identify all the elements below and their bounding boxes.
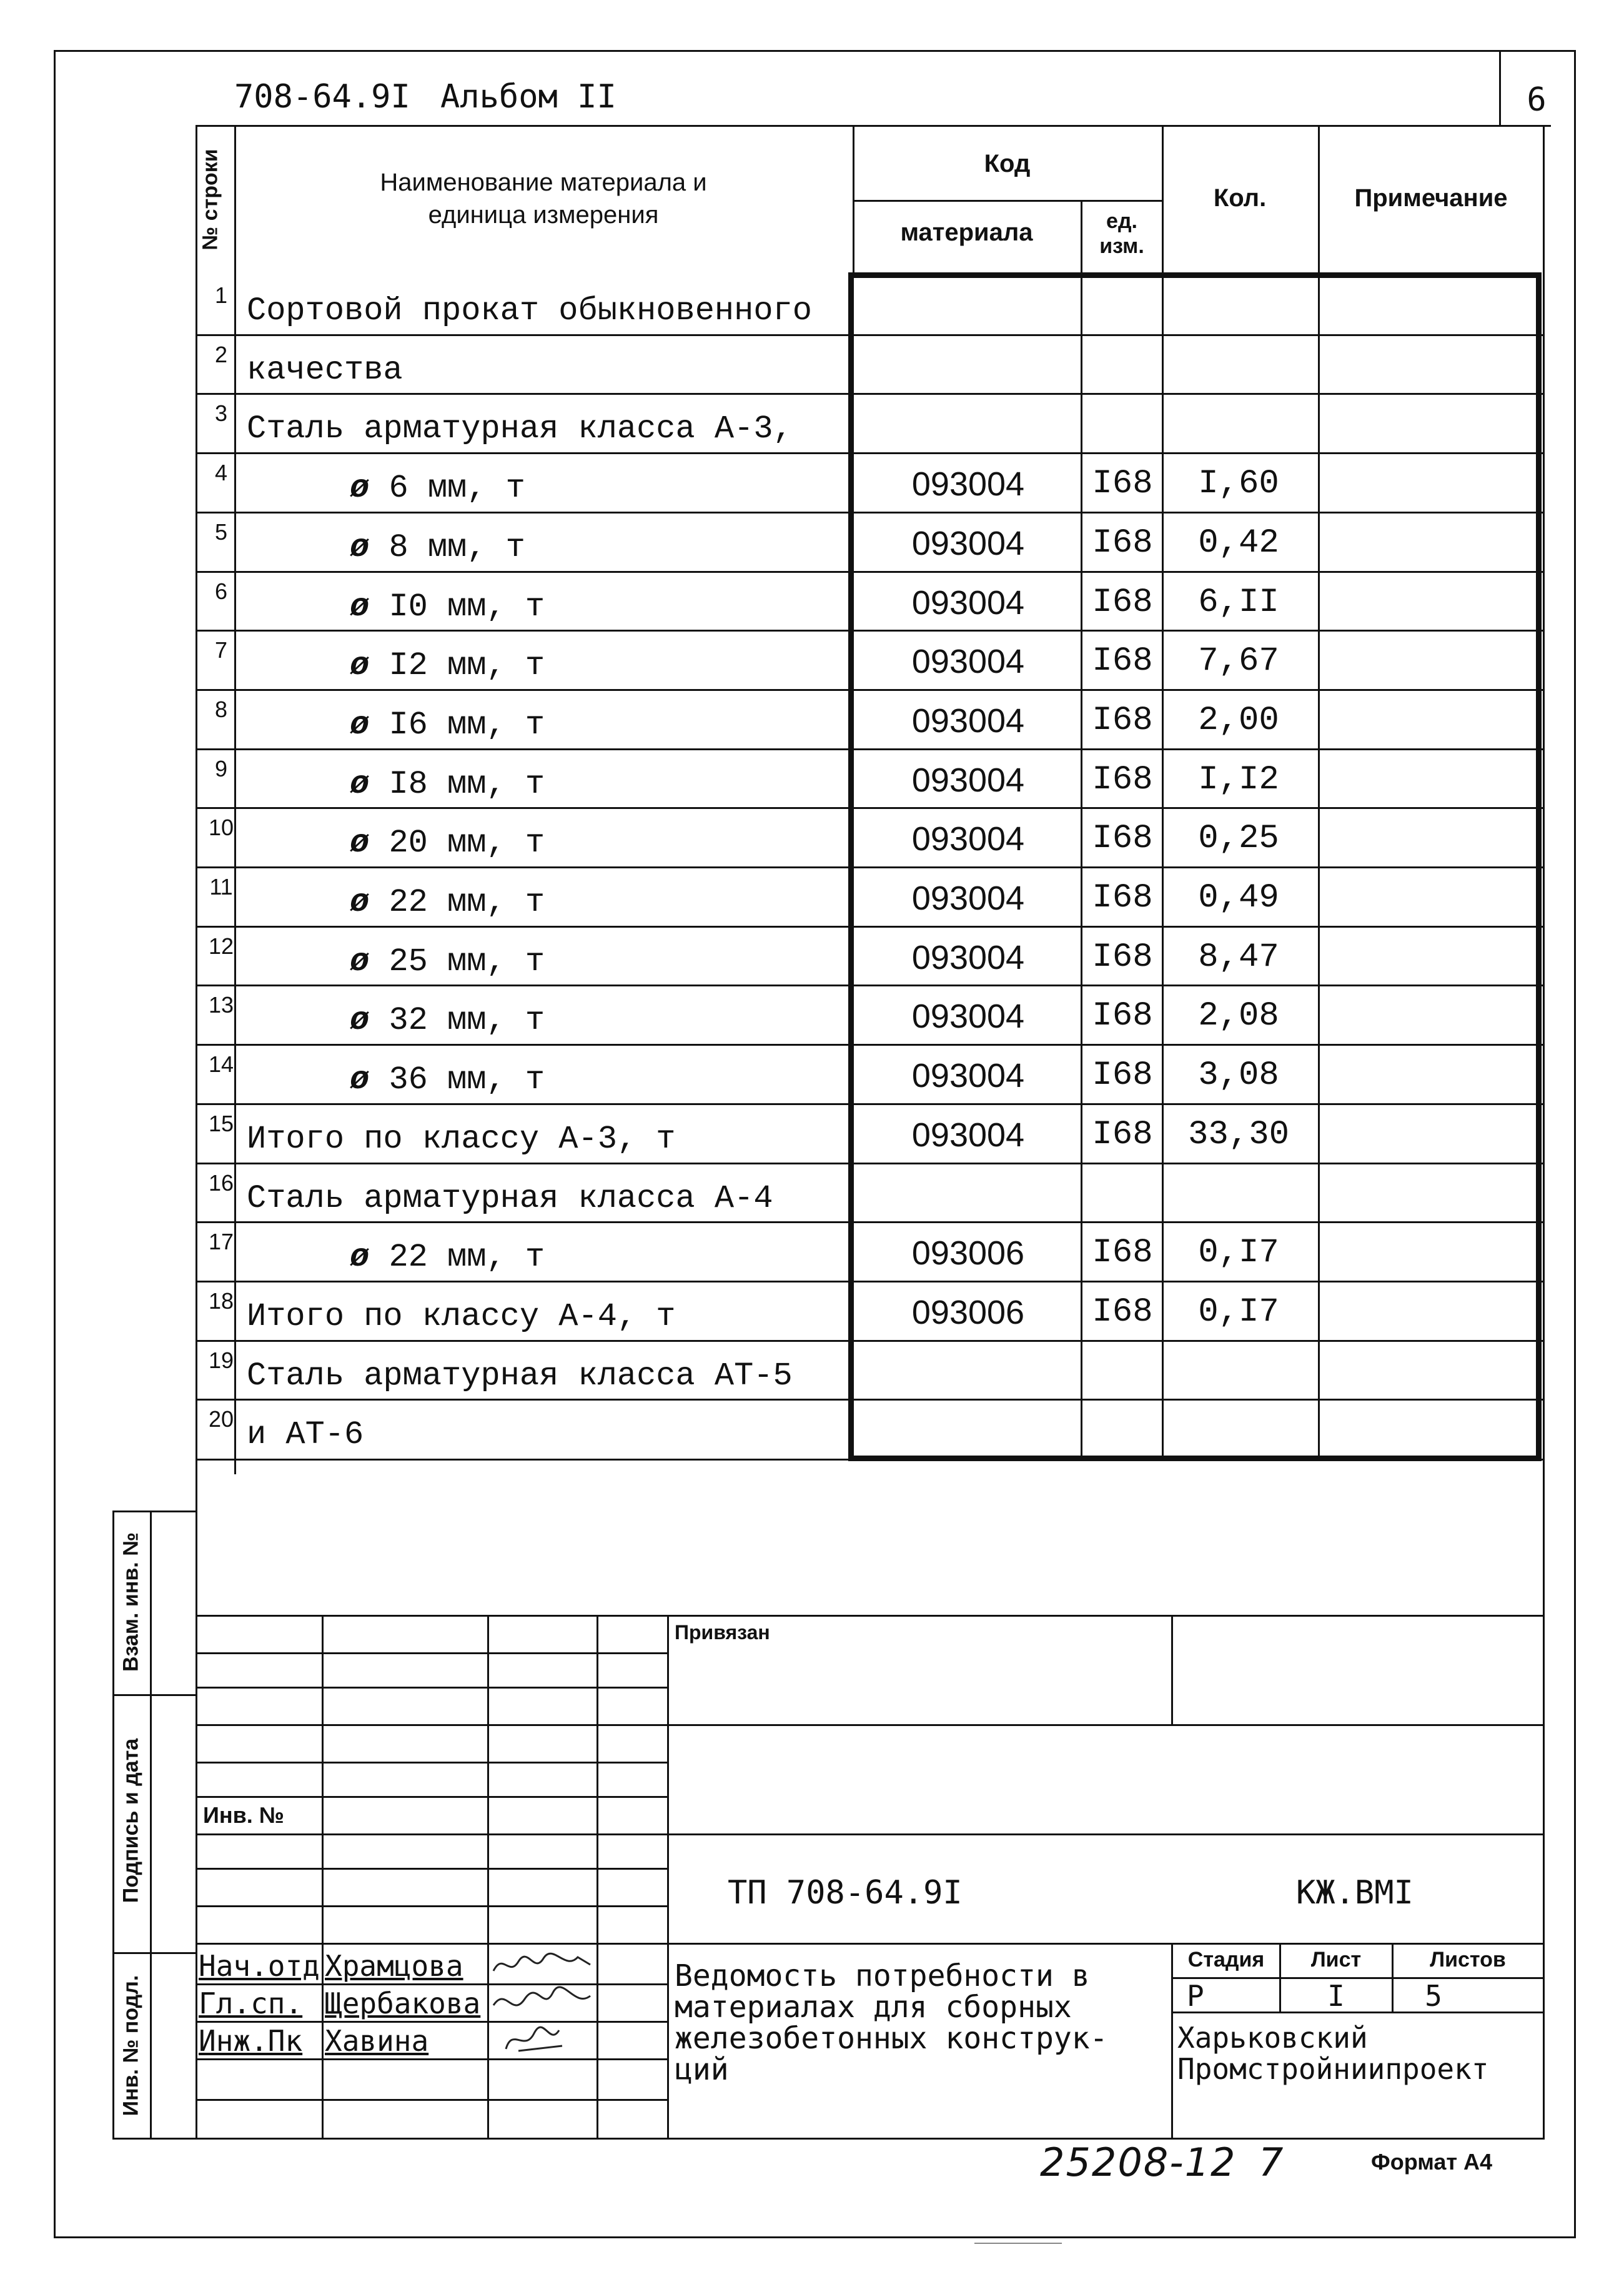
row-number: 5 xyxy=(214,518,228,545)
unit-code: I68 xyxy=(1092,879,1153,917)
unit-code: I68 xyxy=(1092,938,1153,976)
document-code: 708-64.9I xyxy=(234,78,410,116)
material-name xyxy=(350,825,545,861)
material-code: 093004 xyxy=(911,820,1025,858)
inv-podl-label: Инв. № подл. xyxy=(119,1975,143,2116)
quantity: 0,I7 xyxy=(1198,1292,1279,1331)
unit-code: I68 xyxy=(1092,820,1153,858)
archive-page: 7 xyxy=(1259,2140,1284,2185)
row-separator xyxy=(196,1340,1545,1342)
row-separator xyxy=(196,393,1545,395)
diameter-icon: ø xyxy=(350,884,370,921)
quantity: I,I2 xyxy=(1198,760,1279,799)
qty-header: Кол. xyxy=(1213,184,1267,212)
quantity: 0,25 xyxy=(1198,820,1279,858)
sheets-value: 5 xyxy=(1425,1979,1442,2013)
tb-vline-privyazan xyxy=(667,1615,669,2140)
tb-line-3 xyxy=(196,1833,1545,1835)
org-line1: Харьковский xyxy=(1177,2021,1368,2055)
material-name xyxy=(350,529,525,566)
doc-title-line2: материалах для сборных xyxy=(675,1990,1072,2025)
material-name xyxy=(247,292,812,329)
stage-value: Р xyxy=(1187,1979,1204,2013)
unit-code: I68 xyxy=(1092,997,1153,1036)
row-number: 8 xyxy=(214,696,228,722)
role-gl-sp: Гл.сп. xyxy=(199,1987,303,2020)
unit-code: I68 xyxy=(1092,1292,1153,1331)
name-khavina: Хавина xyxy=(325,2024,429,2058)
sheet-number: 6 xyxy=(1527,81,1547,119)
row-number: 11 xyxy=(209,874,233,900)
code-group-header: Код xyxy=(984,150,1031,177)
diameter-icon: ø xyxy=(350,706,370,743)
hdr-split-line xyxy=(853,200,1162,202)
row-number: 2 xyxy=(214,341,228,367)
col-line-rowno xyxy=(234,125,236,1474)
name-shcherbakova: Щербакова xyxy=(325,1987,481,2020)
stage-label: Стадия xyxy=(1187,1948,1265,1972)
doc-mark: КЖ.ВМI xyxy=(1296,1874,1414,1912)
row-number: 6 xyxy=(214,578,228,604)
diameter-icon: ø xyxy=(350,1002,370,1039)
material-name xyxy=(247,1416,364,1453)
material-name-text: Итого по классу А-3, т xyxy=(247,1120,676,1158)
material-name-text: и АТ-6 xyxy=(247,1416,364,1454)
tb-vline-left-2 xyxy=(487,1615,489,1833)
rows-bottom-line xyxy=(196,1459,1545,1461)
unit-header-line1: ед. xyxy=(1106,209,1137,233)
row-separator xyxy=(196,1103,1545,1105)
material-code: 093004 xyxy=(911,702,1025,740)
tb-vline-left-4 xyxy=(322,1833,324,2140)
doc-code: ТП 708-64.9I xyxy=(728,1874,963,1912)
diameter-icon: ø xyxy=(350,943,370,980)
format-label: Формат А4 xyxy=(1371,2149,1493,2175)
note-header: Примечание xyxy=(1354,184,1508,212)
quantity: 2,00 xyxy=(1198,701,1279,740)
row-number: 12 xyxy=(208,933,234,959)
tb-grid-h xyxy=(196,2021,667,2023)
inner-frame-bottom xyxy=(112,2138,1545,2140)
row-number: 7 xyxy=(214,637,228,663)
unit-code: I68 xyxy=(1092,1234,1153,1272)
outer-frame-top xyxy=(54,50,1576,52)
tb-grid-a xyxy=(196,1652,667,1654)
tb-vline-left-6 xyxy=(597,1833,598,2140)
data-bracket-top xyxy=(848,272,1542,278)
diameter-icon: ø xyxy=(350,825,370,862)
quantity: 0,42 xyxy=(1198,523,1279,562)
row-number: 16 xyxy=(208,1169,234,1196)
material-name-text: Сортовой прокат обыкновенного xyxy=(247,292,812,329)
material-name xyxy=(350,470,525,507)
material-name xyxy=(247,1298,676,1335)
quantity: 3,08 xyxy=(1198,1056,1279,1095)
quantity: I,60 xyxy=(1198,465,1279,504)
material-name-text: 22 мм, т xyxy=(389,1239,545,1276)
archive-number: 25208-12 xyxy=(1040,2140,1237,2185)
material-code: 093004 xyxy=(911,583,1025,622)
row-number: 14 xyxy=(208,1051,234,1078)
material-name-text: качества xyxy=(247,351,403,389)
row-separator xyxy=(196,1281,1545,1282)
outer-frame-left xyxy=(54,50,56,2238)
material-name xyxy=(350,707,545,743)
tb-grid-d xyxy=(196,1796,667,1798)
unit-header-line2: изм. xyxy=(1099,234,1144,258)
material-code: 093004 xyxy=(911,1057,1025,1095)
unit-code: I68 xyxy=(1092,642,1153,681)
doc-title-line4: ций xyxy=(675,2052,729,2087)
sheets-label: Листов xyxy=(1430,1948,1506,1972)
material-name-text: 8 мм, т xyxy=(389,528,525,566)
material-name-text: 22 мм, т xyxy=(389,884,545,921)
diameter-icon: ø xyxy=(350,1239,370,1276)
material-name-text: Сталь арматурная класса АТ-5 xyxy=(247,1357,793,1394)
material-name xyxy=(350,647,545,684)
inner-frame-right xyxy=(1543,125,1545,2140)
row-number: 3 xyxy=(214,400,228,427)
material-name-text: I8 мм, т xyxy=(389,765,545,803)
material-name xyxy=(350,1239,545,1276)
unit-code: I68 xyxy=(1092,701,1153,740)
unit-code: I68 xyxy=(1092,465,1153,504)
tb-grid-j xyxy=(196,2099,667,2101)
inner-frame-top xyxy=(196,125,1551,127)
row-number: 4 xyxy=(214,460,228,486)
row-separator xyxy=(196,630,1545,632)
role-inzh-pk: Инж.Пк xyxy=(199,2024,303,2058)
material-code: 093004 xyxy=(911,761,1025,799)
row-number: 18 xyxy=(208,1287,234,1314)
doc-title-line1: Ведомость потребности в xyxy=(675,1958,1090,1993)
quantity: 33,30 xyxy=(1187,1115,1290,1154)
quantity: 7,67 xyxy=(1198,642,1279,681)
row-number: 20 xyxy=(208,1406,234,1432)
unit-code: I68 xyxy=(1092,1115,1153,1154)
unit-code: I68 xyxy=(1092,523,1153,562)
row-separator xyxy=(196,807,1545,809)
diameter-icon: ø xyxy=(350,765,370,803)
outer-frame-bottom xyxy=(54,2236,1576,2238)
tb-vline-privyazan-right xyxy=(1171,1615,1173,1726)
material-name-text: Сталь арматурная класса А-4 xyxy=(247,1179,773,1217)
quantity: 2,08 xyxy=(1198,997,1279,1036)
bottom-fold-mark xyxy=(974,2243,1062,2244)
material-code-header: материала xyxy=(900,219,1033,246)
material-name-text: I0 мм, т xyxy=(389,588,545,625)
material-name-text: Итого по классу А-4, т xyxy=(247,1297,676,1335)
material-name xyxy=(247,352,403,389)
inner-frame-left xyxy=(196,125,197,2140)
name-header-line1: Наименование материала и xyxy=(380,169,707,196)
org-line2: Промстройниипроект xyxy=(1177,2052,1489,2086)
side-stamp-mid xyxy=(150,1511,152,2140)
diameter-icon: ø xyxy=(350,1061,370,1099)
material-code: 093004 xyxy=(911,524,1025,562)
diameter-icon: ø xyxy=(350,528,370,566)
unit-code: I68 xyxy=(1092,583,1153,622)
material-name xyxy=(350,1002,545,1039)
row-separator xyxy=(196,1399,1545,1401)
row-separator xyxy=(196,1163,1545,1164)
material-name xyxy=(350,766,545,803)
row-separator xyxy=(196,571,1545,573)
tb-line-4 xyxy=(196,1943,1545,1945)
quantity: 8,47 xyxy=(1198,938,1279,976)
row-number: 17 xyxy=(208,1229,234,1255)
doc-title-line3: железобетонных конструк- xyxy=(675,2021,1108,2056)
material-name-text: 6 мм, т xyxy=(389,470,525,507)
tb-vline-left-3 xyxy=(597,1615,598,1833)
row-separator xyxy=(196,985,1545,986)
material-name-text: 20 мм, т xyxy=(389,825,545,862)
material-name-text: I2 мм, т xyxy=(389,647,545,685)
diameter-icon: ø xyxy=(350,470,370,507)
quantity: 0,I7 xyxy=(1198,1234,1279,1272)
material-name-text: 25 мм, т xyxy=(389,943,545,980)
row-no-header: № строки xyxy=(198,149,222,251)
material-code: 093004 xyxy=(911,465,1025,504)
material-name-text: Сталь арматурная класса А-3, xyxy=(247,410,793,448)
tb-grid-e xyxy=(196,1868,667,1870)
vzam-inv-label: Взам. инв. № xyxy=(119,1532,143,1672)
privyazan-label: Привязан xyxy=(675,1621,770,1644)
album-label: Альбом II xyxy=(440,78,616,116)
material-name-text: 36 мм, т xyxy=(389,1061,545,1099)
sheet-label: Лист xyxy=(1310,1948,1362,1972)
side-stamp-left xyxy=(112,1511,114,2140)
tb-grid-i xyxy=(196,2058,667,2060)
material-name xyxy=(247,410,793,447)
material-name xyxy=(350,943,545,980)
row-separator xyxy=(196,689,1545,691)
material-name xyxy=(247,1121,676,1158)
row-separator xyxy=(196,866,1545,868)
material-code: 093004 xyxy=(911,880,1025,917)
tb-line-2 xyxy=(196,1724,1545,1726)
row-number: 1 xyxy=(214,282,228,308)
quantity: 6,II xyxy=(1198,583,1279,622)
name-khramtsova: Храмцова xyxy=(325,1949,463,1983)
tb-grid-c xyxy=(196,1762,667,1764)
material-name-text: 32 мм, т xyxy=(389,1002,545,1039)
row-number: 9 xyxy=(214,755,228,781)
material-name xyxy=(350,884,545,921)
signature-3 xyxy=(500,2021,575,2058)
material-name xyxy=(350,588,545,625)
row-separator xyxy=(196,452,1545,454)
material-name xyxy=(247,1357,793,1394)
row-separator xyxy=(196,512,1545,513)
row-number: 19 xyxy=(208,1347,234,1373)
row-number: 10 xyxy=(208,815,234,841)
tb-vline-left-5 xyxy=(487,1833,489,2140)
podpis-data-label: Подпись и дата xyxy=(119,1738,143,1903)
row-separator xyxy=(196,334,1545,336)
row-separator xyxy=(196,926,1545,928)
diameter-icon: ø xyxy=(350,588,370,625)
row-number: 15 xyxy=(208,1110,234,1136)
row-separator xyxy=(196,1221,1545,1223)
row-number: 13 xyxy=(208,992,234,1018)
signature-2 xyxy=(490,1983,597,2021)
material-code: 093004 xyxy=(911,643,1025,681)
material-code: 093006 xyxy=(911,1293,1025,1331)
material-code: 093006 xyxy=(911,1234,1025,1272)
material-name xyxy=(350,1061,545,1098)
outer-frame-right xyxy=(1574,50,1576,2238)
inv-no-label: Инв. № xyxy=(203,1802,284,1828)
material-code: 093004 xyxy=(911,998,1025,1036)
row-separator xyxy=(196,1044,1545,1046)
quantity: 0,49 xyxy=(1198,879,1279,917)
role-nach-otd: Нач.отд xyxy=(199,1949,320,1983)
signature-1 xyxy=(490,1946,597,1983)
material-name xyxy=(247,1180,773,1217)
sheet-value: I xyxy=(1327,1979,1345,2013)
tb-line-1 xyxy=(196,1615,1545,1617)
unit-code: I68 xyxy=(1092,1056,1153,1095)
stage-block-left xyxy=(1171,1943,1173,2140)
name-header-line2: единица измерения xyxy=(428,201,659,229)
tb-grid-b xyxy=(196,1687,667,1689)
tb-grid-f xyxy=(196,1905,667,1907)
unit-code: I68 xyxy=(1092,760,1153,799)
diameter-icon: ø xyxy=(350,647,370,685)
material-code: 093004 xyxy=(911,938,1025,976)
row-separator xyxy=(196,748,1545,750)
material-code: 093004 xyxy=(911,1116,1025,1154)
tb-vline-left-1 xyxy=(322,1615,324,1833)
material-name-text: I6 мм, т xyxy=(389,706,545,743)
